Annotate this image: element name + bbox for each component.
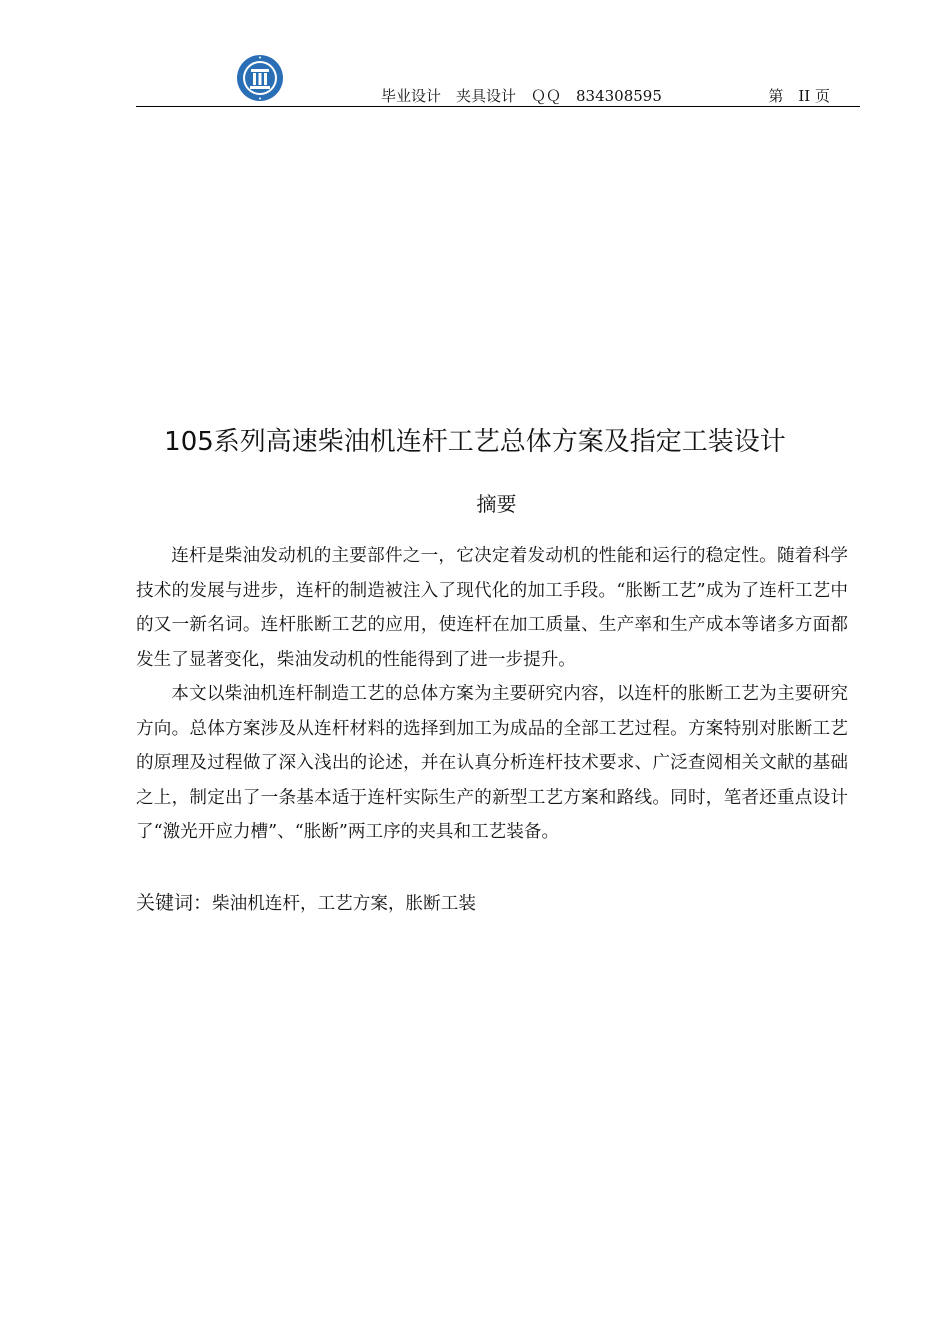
document-title: 105系列高速柴油机连杆工艺总体方案及指定工装设计	[164, 427, 786, 457]
header-divider	[136, 106, 860, 107]
abstract-heading: 摘要	[476, 492, 517, 516]
abstract-paragraph-1: 连杆是柴油发动机的主要部件之一，它决定着发动机的性能和运行的稳定性。随着科学技术的发展与进步，连杆的制造被注入了现代化的加工手段。“胀断工艺”成为了连杆工艺中的又一新名词。连杆胀断工艺的应用，使连杆在加工质量、生产率和生产成本等诸多方面都发生了显著变化，柴油发动机的性能得到了进一步提升。	[136, 546, 848, 670]
page-header	[136, 50, 860, 106]
page-number: 第 II 页	[768, 87, 830, 105]
university-seal-icon	[236, 54, 284, 102]
keywords-value: 柴油机连杆，工艺方案，胀断工装	[212, 894, 476, 914]
abstract-paragraph-2: 本文以柴油机连杆制造工艺的总体方案为主要研究内容，以连杆的胀断工艺为主要研究方向。总体方案涉及从连杆材料的选择到加工为成品的全部工艺过程。方案特别对胀断工艺的原理及过程做了深入浅出的论述，并在认真分析连杆技术要求、广泛查阅相关文献的基础之上，制定出了一条基本适于连杆实际生产的新型工艺方案和路线。同时，笔者还重点设计了“激光开应力槽”、“胀断”两工序的夹具和工艺装备。	[136, 684, 848, 842]
keywords-line	[136, 888, 476, 919]
keywords-label: 关键词：	[136, 892, 213, 914]
header-title: 毕业设计 夹具设计 ＱＱ 834308595	[381, 87, 662, 105]
abstract-body	[136, 539, 848, 850]
